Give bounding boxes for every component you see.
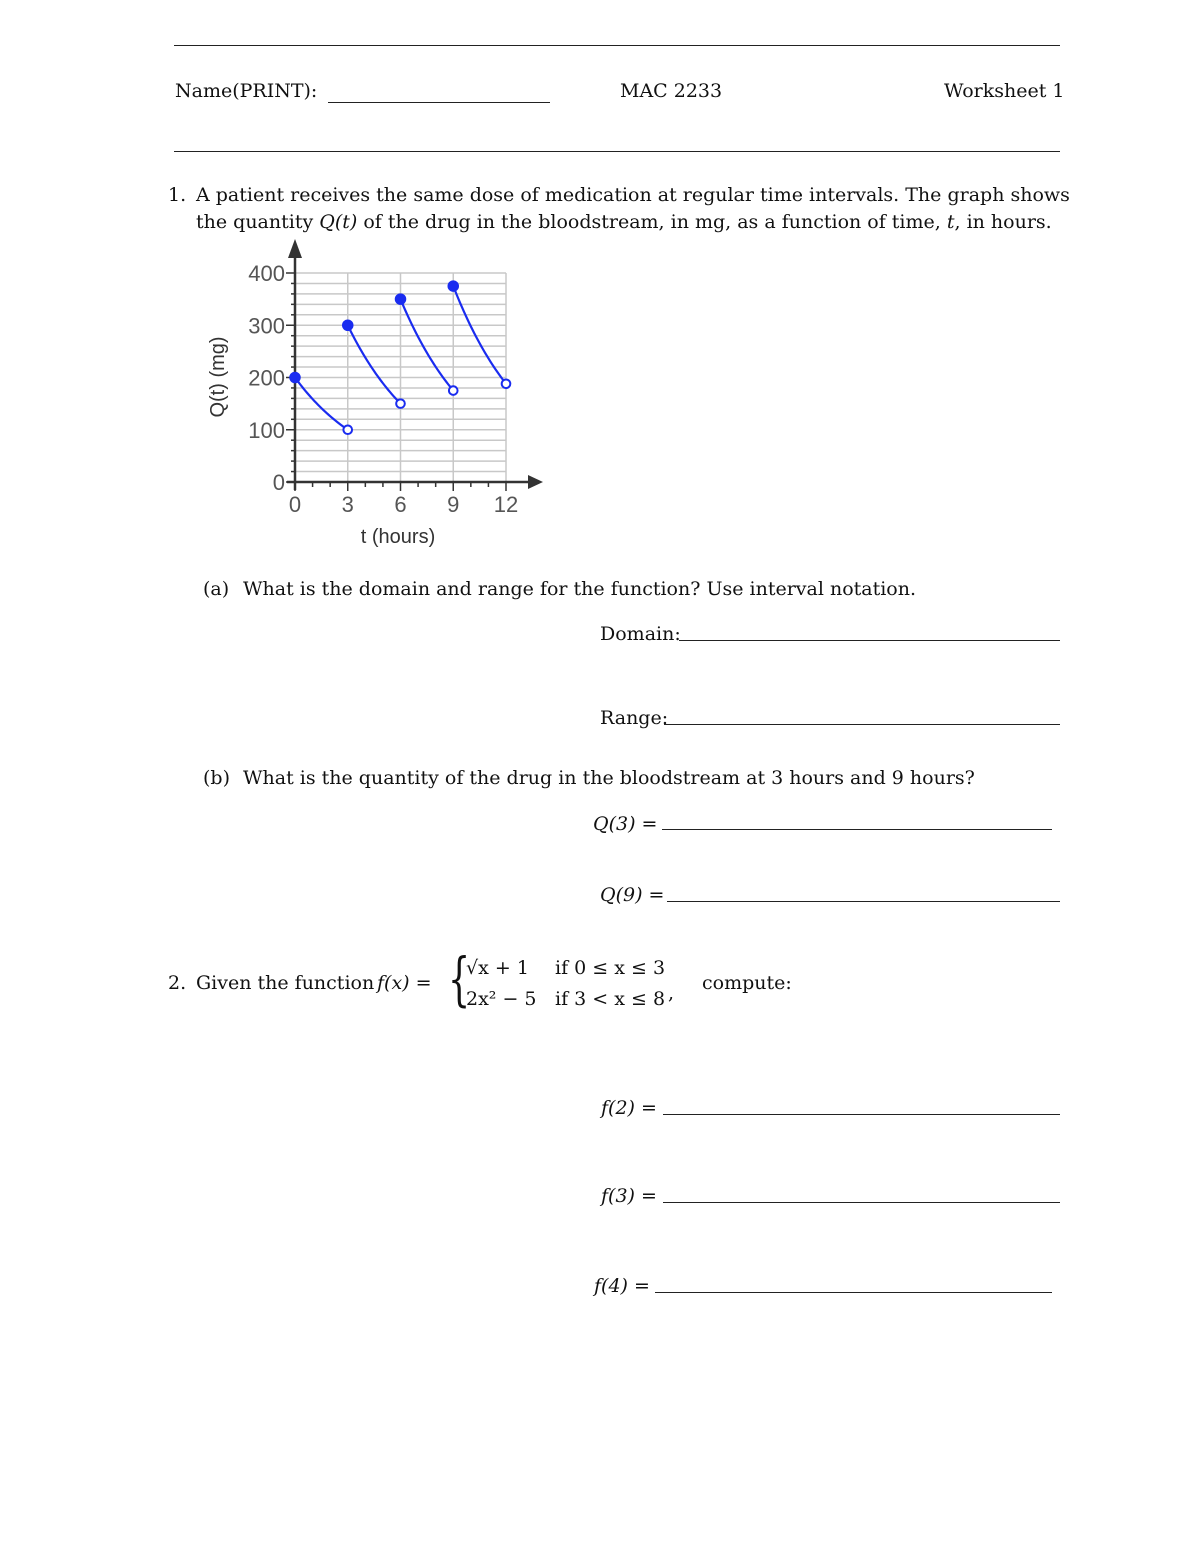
curve-segment-4 <box>453 286 506 384</box>
closed-point <box>290 373 300 383</box>
case2-cond: if 3 < x ≤ 8 <box>555 988 666 1010</box>
q2-intro: Given the function <box>196 972 375 994</box>
q1b-label: (b) <box>203 767 230 789</box>
q1-text-line2 <box>196 213 1052 232</box>
f2-answer-field[interactable] <box>663 1114 1060 1115</box>
drug-quantity-chart <box>200 236 560 556</box>
name-label: Name(PRINT): <box>175 80 318 102</box>
range-label: Range: <box>600 707 669 729</box>
q9-answer-field[interactable] <box>667 901 1060 902</box>
open-point <box>343 425 352 434</box>
f2-label: f(2) = <box>601 1097 657 1119</box>
q3-answer-field[interactable] <box>662 829 1052 830</box>
x-tick-label: 12 <box>493 492 519 517</box>
q1-text-line1: A patient receives the same dose of medication at regular time intervals. The graph shows <box>196 184 1070 206</box>
q1-number: 1. <box>168 184 187 206</box>
q1-line2-t: t <box>946 211 955 233</box>
domain-answer-field[interactable] <box>679 640 1060 641</box>
q2-number: 2. <box>168 972 187 994</box>
open-point <box>449 386 458 395</box>
q1-line2-q: Q(t) <box>319 211 358 233</box>
f3-label: f(3) = <box>601 1185 657 1207</box>
x-axis-label: t (hours) <box>360 526 436 548</box>
x-axis-arrow <box>528 475 543 489</box>
open-point <box>396 399 405 408</box>
closed-point <box>396 294 406 304</box>
header-bottom-rule <box>174 151 1060 152</box>
q9-label: Q(9) = <box>600 884 665 906</box>
piecewise-comma: , <box>668 982 675 1004</box>
y-tick-label: 300 <box>248 313 285 339</box>
q3-label: Q(3) = <box>593 813 658 835</box>
worksheet-title: Worksheet 1 <box>944 80 1065 102</box>
name-field[interactable] <box>328 102 550 103</box>
x-tick-label: 3 <box>341 492 354 517</box>
q1a-text: What is the domain and range for the function? Use interval notation. <box>243 578 917 600</box>
y-tick-label: 400 <box>248 261 285 286</box>
course-code: MAC 2233 <box>620 80 723 102</box>
x-tick-label: 0 <box>288 492 302 517</box>
closed-point <box>343 320 353 330</box>
y-axis-label: Q(t) (mg) <box>207 336 229 418</box>
chart-tick-labels <box>248 261 518 517</box>
x-tick-label: 6 <box>394 492 407 517</box>
case2-expr: 2x² − 5 <box>466 988 537 1010</box>
header-top-rule <box>174 45 1060 46</box>
curve-segment-1 <box>295 378 348 430</box>
x-tick-label: 9 <box>447 492 460 517</box>
open-point <box>502 379 511 388</box>
q1-line2-a: the quantity <box>196 211 314 233</box>
y-tick-label: 0 <box>272 470 285 495</box>
piecewise-brace: { <box>448 945 471 1013</box>
f3-answer-field[interactable] <box>663 1202 1060 1203</box>
y-axis-arrow <box>288 239 302 258</box>
chart-axes <box>286 239 543 491</box>
y-tick-label: 100 <box>248 417 285 443</box>
y-tick-label: 200 <box>248 365 285 391</box>
closed-point <box>448 281 458 291</box>
case1-expr: √x + 1 <box>466 957 529 979</box>
q1a-label: (a) <box>203 578 230 600</box>
q1-line2-b: of the drug in the bloodstream, in mg, as a function of time, <box>363 211 941 233</box>
range-answer-field[interactable] <box>664 724 1060 725</box>
case1-cond: if 0 ≤ x ≤ 3 <box>555 957 666 979</box>
domain-label: Domain: <box>600 623 681 645</box>
q2-compute: compute: <box>702 972 792 994</box>
curve-segment-2 <box>348 325 401 403</box>
q2-fx: f(x) = <box>377 972 432 994</box>
q1-line2-c: , in hours. <box>954 211 1052 233</box>
f4-label: f(4) = <box>594 1275 650 1297</box>
q1b-text: What is the quantity of the drug in the bloodstream at 3 hours and 9 hours? <box>243 767 975 789</box>
f4-answer-field[interactable] <box>655 1292 1052 1293</box>
